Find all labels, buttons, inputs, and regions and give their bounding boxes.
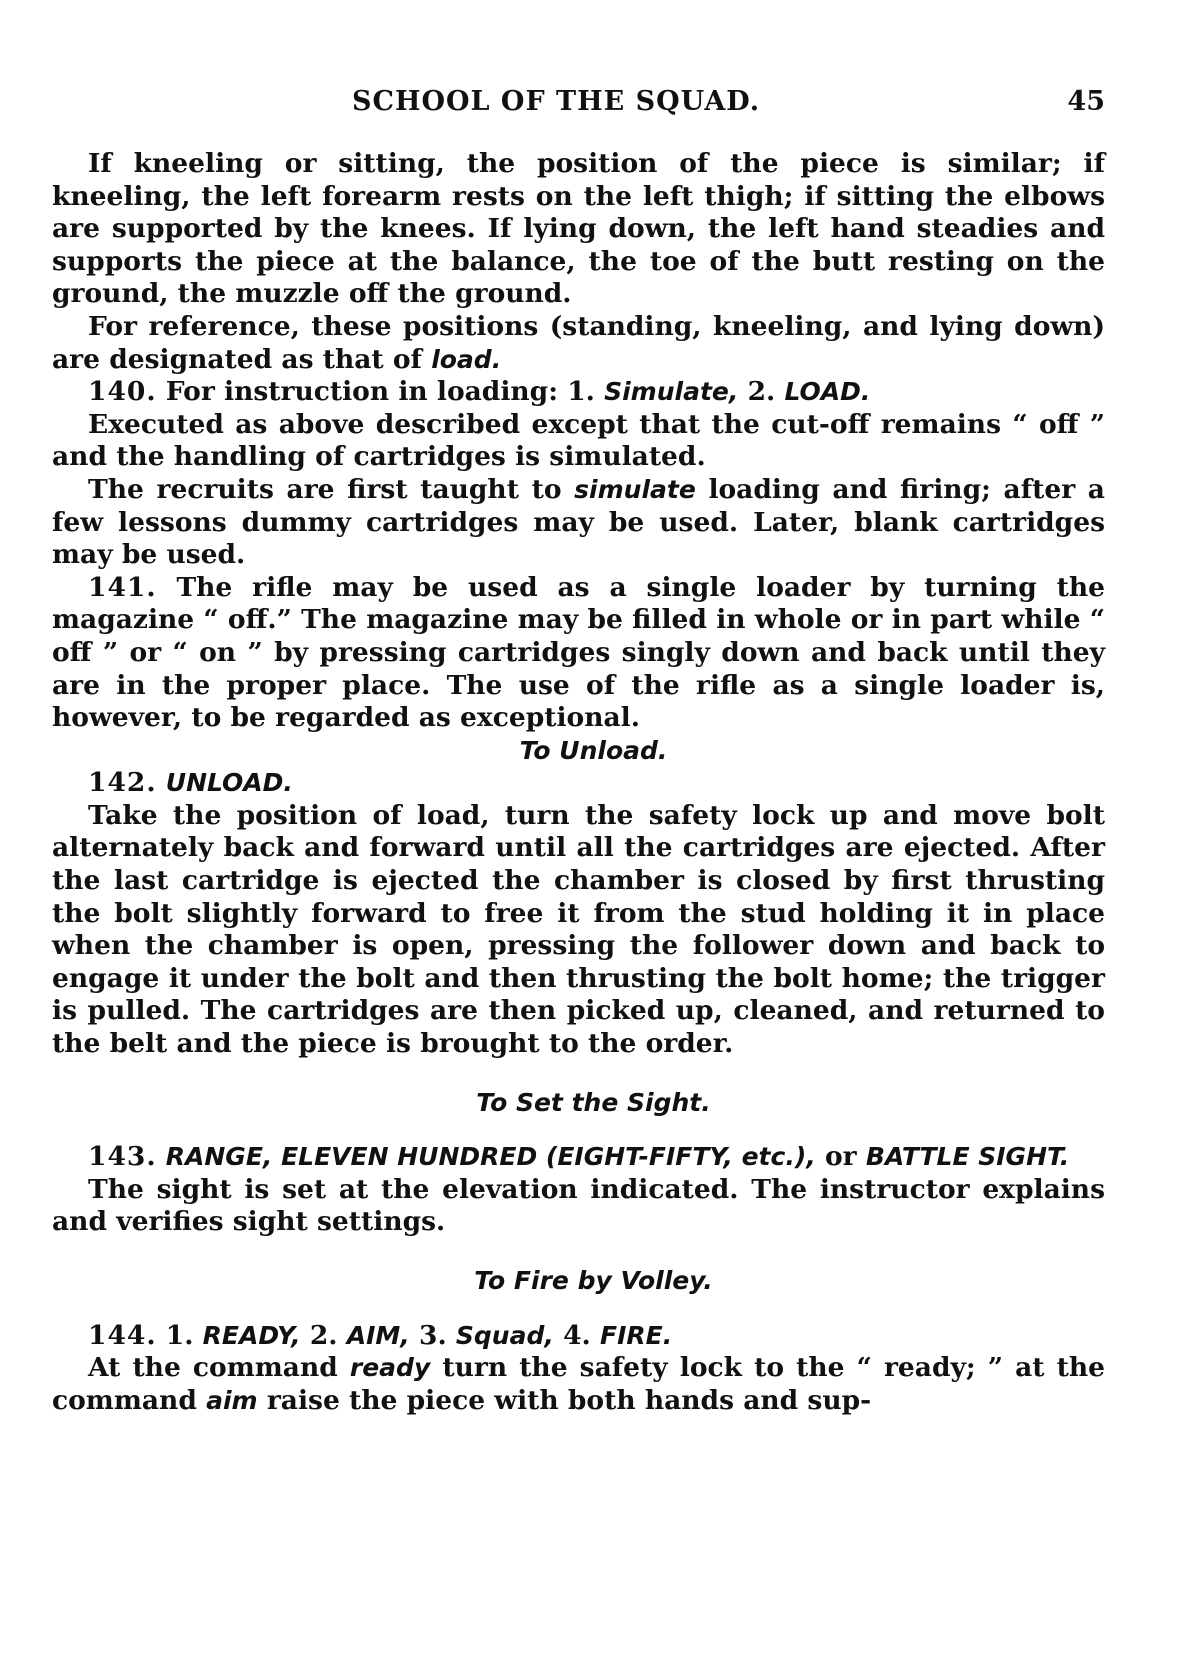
- section-number: 142.: [88, 767, 157, 799]
- paragraph-text: loading and firing; after a few lessons dummy cartridges may be used. Later, blank cartridges may be used.: [52, 473, 1105, 571]
- section-141: [52, 572, 1105, 735]
- command-term: simulate: [574, 474, 696, 504]
- paragraph-text: 1.: [156, 1319, 203, 1351]
- command-term: FIRE.: [600, 1320, 673, 1350]
- section-142: [52, 767, 1105, 800]
- heading-to-unload: To Unload.: [519, 735, 668, 765]
- command-term: AIM,: [346, 1320, 410, 1350]
- page-body: [52, 148, 1105, 1417]
- command-term: READY,: [202, 1320, 301, 1350]
- paragraph-text: or: [815, 1141, 866, 1173]
- paragraph-kneeling-sitting: [52, 148, 1105, 311]
- paragraph-text: The sight is set at the elevation indicated. The instructor explains and verifies sight settings.: [52, 1173, 1105, 1238]
- running-title: SCHOOL OF THE SQUAD.: [352, 86, 761, 117]
- section-number: 140.: [88, 376, 157, 408]
- paragraph-text: For reference, these positions (standing, kneeling, and lying down) are designated as that of: [52, 310, 1105, 375]
- paragraph-text: The recruits are first taught to: [88, 473, 575, 505]
- paragraph-text: 4.: [553, 1319, 600, 1351]
- section-number: 143.: [88, 1141, 157, 1173]
- paragraph-sight-set: [52, 1174, 1105, 1239]
- running-header: [52, 86, 1105, 130]
- paragraph-executed: [52, 409, 1105, 474]
- paragraph-recruits: [52, 474, 1105, 572]
- section-143: [52, 1141, 1105, 1174]
- paragraph-text: 2.: [738, 376, 785, 408]
- paragraph-text: Take the position of load, turn the safety lock up and move bolt alternately back and forward until all the cartridges are ejected. After the last cartridge is ejected the chamber is closed by first thrusting the bolt slightly forward to free it from the stud holding it in place when the chamber is open, pressing the follower down and back to engage it under the bolt and then thrusting the bolt home; the trigger is pulled. The cartridges are then picked up, cleaned, and returned to the belt and the piece is brought to the order.: [52, 799, 1105, 1060]
- paragraph-text: Executed as above described except that the cut-off remains “ off ” and the handling of cartridges is simulated.: [52, 408, 1105, 473]
- paragraph-text: raise the piece with both hands and sup-: [257, 1384, 872, 1416]
- paragraph-text: 2.: [300, 1319, 347, 1351]
- command-term: ready: [349, 1353, 431, 1383]
- paragraph-text: At the command: [88, 1352, 350, 1384]
- paragraph-text: If kneeling or sitting, the position of the piece is similar; if kneeling, the left forearm rests on the left thigh; if sitting the elbows are supported by the knees. If lying down, the left hand steadies and supports the piece at the balance, the toe of the butt resting on the ground, the muzzle off the ground.: [52, 148, 1105, 310]
- command-term: LOAD.: [784, 377, 871, 407]
- paragraph-reference-positions: [52, 311, 1105, 376]
- paragraph-ready-aim: [52, 1352, 1105, 1417]
- command-term: aim: [206, 1385, 258, 1415]
- command-term: Squad,: [455, 1320, 554, 1350]
- paragraph-text: 3.: [409, 1319, 456, 1351]
- section-144: [52, 1320, 1105, 1353]
- command-term: Simulate,: [604, 377, 739, 407]
- paragraph-text: turn the safety lock to the “ ready; ” at the command: [52, 1352, 1105, 1416]
- section-number: 144.: [88, 1319, 157, 1351]
- section-number: 141.: [88, 571, 157, 603]
- command-term: BATTLE SIGHT.: [865, 1142, 1070, 1172]
- paragraph-text: The rifle may be used as a single loader by turning the magazine “ off.” The magazine may be filled in whole or in part while “ off ” or “ on ” by pressing cartridges singly down and back until they are in the proper place. The use of the rifle as a single loader is, however, to be regarded as exceptional.: [52, 571, 1105, 734]
- command-term: RANGE, ELEVEN HUNDRED (EIGHT-FIFTY, etc.),: [165, 1142, 816, 1172]
- heading-to-fire-by-volley: To Fire by Volley.: [474, 1266, 713, 1295]
- paragraph-text: For instruction in loading: 1.: [156, 376, 605, 408]
- section-140: [52, 376, 1105, 409]
- command-term: load.: [431, 344, 502, 374]
- heading-to-set-the-sight: To Set the Sight.: [476, 1087, 711, 1117]
- command-term: UNLOAD.: [165, 768, 293, 798]
- paragraph-unload-procedure: [52, 800, 1105, 1061]
- page-number: 45: [1067, 86, 1105, 117]
